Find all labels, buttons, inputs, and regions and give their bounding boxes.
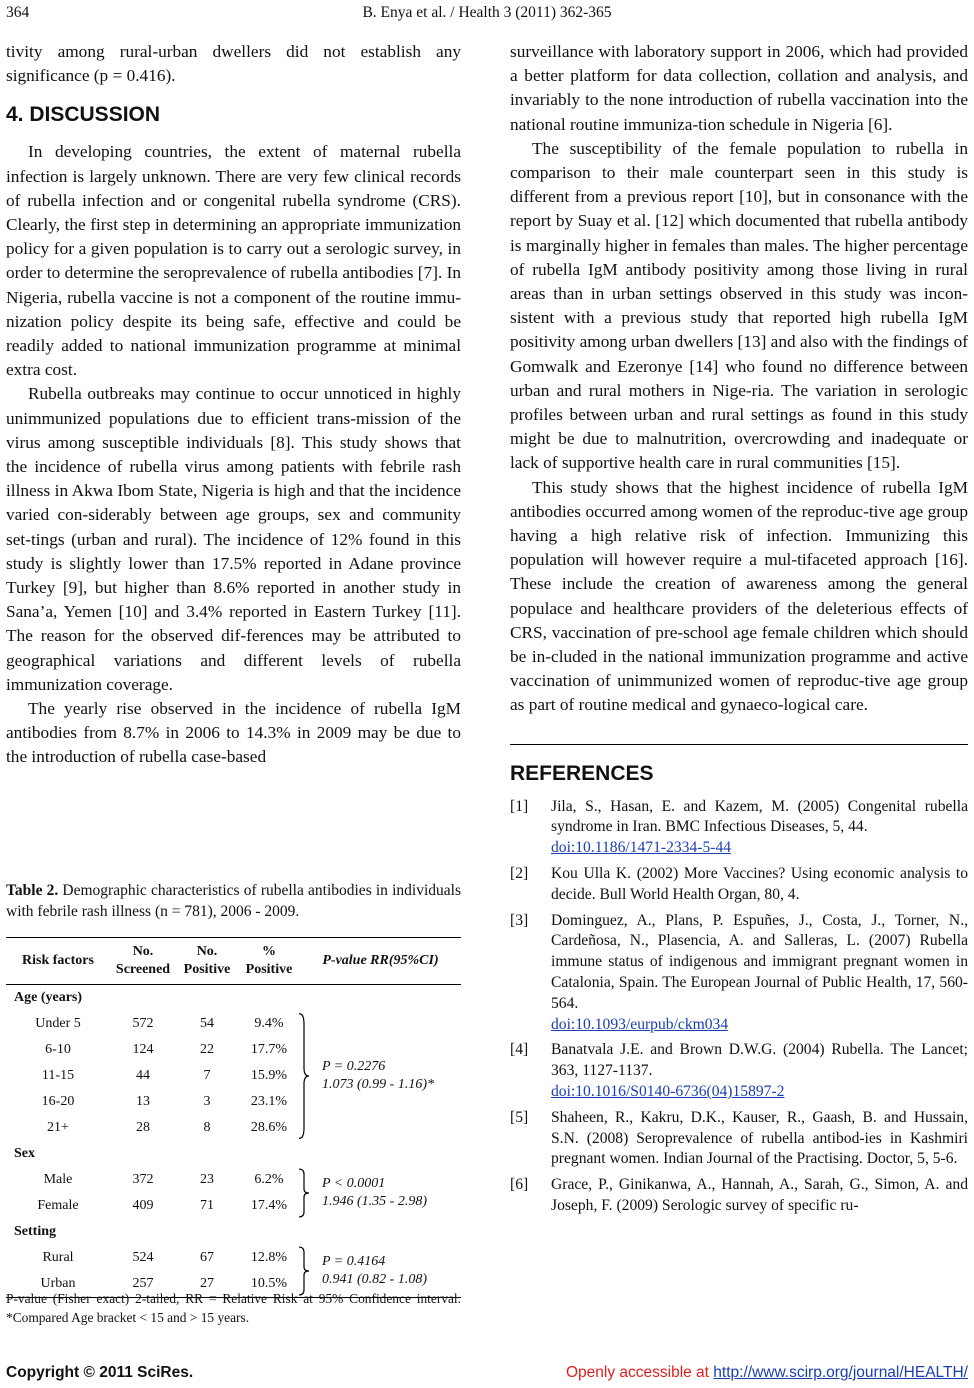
paragraph: Rubella outbreaks may continue to occur unnoticed in highly unimmunized populations due to efficient trans-mission of the virus among susceptible individuals [8]. This study shows that the incidence of rubella virus among patients with febrile rash illness in Akwa Ibom State, Nigeria is high and that the incidence varied con-siderably between age groups, sex and community set-tings (urban and rural). The incidence of 12% found in this study is slightly lower than 17.5% reported in Adane province Turkey [9], but higher than 8.6% reported in another study in Sana’a, Yemen [10] and 3.4% reported in Eastern Turkey [11]. The reason for the observed dif-ferences may be attributed to geographical variations and different levels of rubella immunization coverage.: [6, 384, 461, 694]
cell: Female: [37, 1198, 79, 1213]
reference-text: Banatvala J.E. and Brown D.W.G. (2004) Rubella. The Lancet; 363, 1127-1137.: [551, 1041, 968, 1080]
cell: 67: [200, 1250, 214, 1265]
cell: Rural: [42, 1250, 74, 1265]
group-label-sex: Sex: [14, 1146, 35, 1161]
table-caption-text: Demographic characteristics of rubella antibodies in individuals with febrile rash illness (n = 781), 2006 - 2009.: [6, 882, 461, 920]
pvalue: P = 0.2276: [322, 1059, 386, 1074]
doi-link[interactable]: doi:10.1186/1471-2334-5-44: [551, 839, 732, 857]
reference-text: Kou Ulla K. (2002) More Vaccines? Using economic analysis to decide. Bull World Health Organ, 80, 4.: [551, 865, 968, 903]
table-row: [6, 1245, 461, 1271]
table-row: [6, 1167, 461, 1193]
cell: 7: [203, 1068, 211, 1083]
header-pvalue: P-value RR(95%CI): [300, 938, 461, 985]
cell: 12.8%: [250, 1250, 288, 1265]
cell: 124: [132, 1042, 154, 1057]
cell: 6.2%: [254, 1172, 284, 1187]
cell: 6-10: [45, 1042, 71, 1057]
journal-link[interactable]: http://www.scirp.org/journal/HEALTH/: [713, 1364, 968, 1381]
left-column: [6, 40, 461, 770]
open-access-note: [566, 1364, 968, 1382]
cell: 54: [200, 1016, 214, 1031]
doi-link[interactable]: doi:10.1093/eurpub/ckm034: [551, 1015, 729, 1033]
cell: 44: [136, 1068, 150, 1083]
cell: 524: [132, 1250, 154, 1265]
cell: 8: [203, 1120, 211, 1135]
cell: 409: [132, 1198, 154, 1213]
header-percent: % Positive: [238, 938, 300, 985]
cell: 17.4%: [250, 1198, 288, 1213]
table-footnote: P-value (Fisher exact) 2-tailed, RR = Relative Risk at 95% Confidence interval. *Compared Age bracket < 15 and > 15 years.: [6, 1291, 461, 1325]
reference-text: Shaheen, R., Kakru, D.K., Kauser, R., Gaash, B. and Hussain, S.N. (2008) Seroprevalence of rubella antibod-ies in Kashmiri pregnant women. Indian Journal of the Practising. Doctor, 5, 5-6.: [551, 1108, 968, 1168]
section-heading: 4. DISCUSSION: [6, 103, 161, 127]
paragraph: This study shows that the highest incidence of rubella IgM antibodies occurred among women of the reproduc-tive age group having a high relative risk of infection. Immunizing this population will however require a mul-tifaceted approach [16]. These include the creation of awareness among the general populace and healthcare providers of the deleterious effects of CRS, vaccination of pre-school age female children which should be in-cluded in the national immunization programme and active vaccination of unimmunized women of reproduc-tive age group as part of routine medical and gynaeco-logical care.: [510, 477, 968, 715]
cell: 11-15: [41, 1068, 75, 1083]
cell: 17.7%: [250, 1042, 288, 1057]
cell: 22: [200, 1042, 214, 1057]
cell: 9.4%: [254, 1016, 284, 1031]
paragraph: tivity among rural-urban dwellers did not establish any significance (p = 0.416).: [6, 42, 461, 86]
pvalue-sex: [300, 1167, 461, 1219]
copyright: Copyright © 2011 SciRes.: [6, 1364, 194, 1381]
open-access-label: Openly accessible at: [565, 1364, 714, 1381]
cell: 10.5%: [238, 1271, 300, 1298]
header-risk-factors: Risk factors: [6, 938, 110, 985]
references-heading: REFERENCES: [510, 761, 654, 785]
cell: 23.1%: [250, 1094, 288, 1109]
reference-number: [6]: [510, 1176, 529, 1194]
reference-number: [5]: [510, 1108, 529, 1126]
relative-risk: 0.941 (0.82 - 1.08): [322, 1272, 427, 1287]
pvalue: P = 0.4164: [322, 1254, 386, 1269]
cell: 71: [200, 1198, 214, 1213]
page-number: 364: [6, 4, 30, 21]
relative-risk: 1.946 (1.35 - 2.98): [322, 1194, 427, 1209]
reference-item: [510, 911, 968, 1036]
pvalue-age: [300, 1011, 461, 1141]
right-column: [510, 40, 968, 1222]
reference-number: [3]: [510, 911, 529, 929]
group-label-age: Age (years): [14, 990, 83, 1005]
reference-text: Jila, S., Hasan, E. and Kazem, M. (2005) Congenital rubella syndrome in Iran. BMC Infectious Diseases, 5, 44.: [551, 797, 968, 836]
paragraph: In developing countries, the extent of maternal rubella infection is largely unknown. There are very few clinical records of rubella infection and or congenital rubella syndrome (CRS). Clearly, the first step in determining an appropriate immunization policy for a given population is to carry out a serologic survey, in order to determine the seroprevalence of rubella antibodies [7]. In Nigeria, rubella vaccine is not a component of the routine immu-nization policy despite its being safe, effective and could be readily added to national immunization programme at minimal extra cost.: [6, 142, 461, 380]
paragraph: The yearly rise observed in the incidence of rubella IgM antibodies from 8.7% in 2006 to 14.3% in 2009 may be due to the introduction of rubella case-based: [6, 699, 461, 767]
table-row: [6, 1011, 461, 1037]
reference-item: [510, 1040, 968, 1102]
cell: 3: [203, 1094, 211, 1109]
cell: 23: [200, 1172, 214, 1187]
cell: Urban: [6, 1271, 110, 1298]
cell: 27: [176, 1271, 238, 1298]
cell: 13: [136, 1094, 150, 1109]
cell: Under 5: [35, 1016, 81, 1031]
group-label-setting: Setting: [14, 1224, 56, 1239]
brace-icon: [298, 1167, 310, 1219]
cell: 372: [132, 1172, 154, 1187]
demographics-table: [6, 937, 461, 1298]
cell: 28.6%: [250, 1120, 288, 1135]
reference-text: Grace, P., Ginikanwa, A., Hannah, A., Sarah, G., Simon, A. and Joseph, F. (2009) Serologic survey of specific ru-: [551, 1176, 968, 1215]
running-title: B. Enya et al. / Health 3 (2011) 362-365: [362, 4, 612, 21]
cell: 16-20: [41, 1094, 75, 1109]
reference-item: [510, 797, 968, 859]
reference-text: Dominguez, A., Plans, P. Espuñes, J., Costa, J., Torner, N., Cardeñosa, N., Plasencia, A. and Salleras, L. (2007) Rubella immune status of indigenous and immigrant pregnant women in Catalonia, Spain. The European Journal of Public Health, 17, 560-564.: [551, 911, 968, 1012]
paragraph: The susceptibility of the female population to rubella in comparison to their male counterpart seen in this study is different from a previous report [10], but in consonance with the report by Suay et al. [12] which documented that rubella antibody is marginally higher in females than males. The higher percentage of rubella IgM antibody positivity among those living in rural areas than in urban settings observed in this study was incon-sistent with a previous study that reported high rubella IgM positivity among urban dwellers [13] and also with the findings of Gomwalk and Ezeronye [14] who found no difference between urban and rural mothers in Nige-ria. The variation in serologic profiles between urban and rural settings as found in this study might be due to malnutrition, overcrowding and inadequate or lack of supportive health care in rural communities [15].: [510, 138, 968, 473]
doi-link[interactable]: doi:10.1016/S0140-6736(04)15897-2: [551, 1083, 785, 1101]
reference-number: [2]: [510, 865, 529, 883]
reference-number: [4]: [510, 1041, 529, 1059]
pvalue: P < 0.0001: [322, 1176, 386, 1191]
cell: 28: [136, 1120, 150, 1135]
reference-item: [510, 864, 968, 906]
relative-risk: 1.073 (0.99 - 1.16)*: [322, 1077, 434, 1092]
cell: Male: [43, 1172, 73, 1187]
page-header: [0, 2, 974, 24]
cell: 15.9%: [250, 1068, 288, 1083]
reference-number: [1]: [510, 797, 529, 815]
cell: 257: [110, 1271, 176, 1298]
reference-item: [510, 1108, 968, 1170]
reference-item: [510, 1175, 968, 1217]
cell: 572: [132, 1016, 154, 1031]
divider: [510, 744, 968, 745]
cell: 21+: [47, 1120, 69, 1135]
header-positive: No. Positive: [176, 938, 238, 985]
paragraph: surveillance with laboratory support in 2006, which had provided a better platform for data collection, collation and analysis, and invariably to the none introduction of rubella vaccination into the national routine immuniza-tion schedule in Nigeria [6].: [510, 42, 968, 134]
header-screened: No. Screened: [110, 938, 176, 985]
table-caption: [6, 880, 461, 922]
table-label: Table 2.: [6, 882, 59, 899]
brace-icon: [298, 1011, 310, 1141]
